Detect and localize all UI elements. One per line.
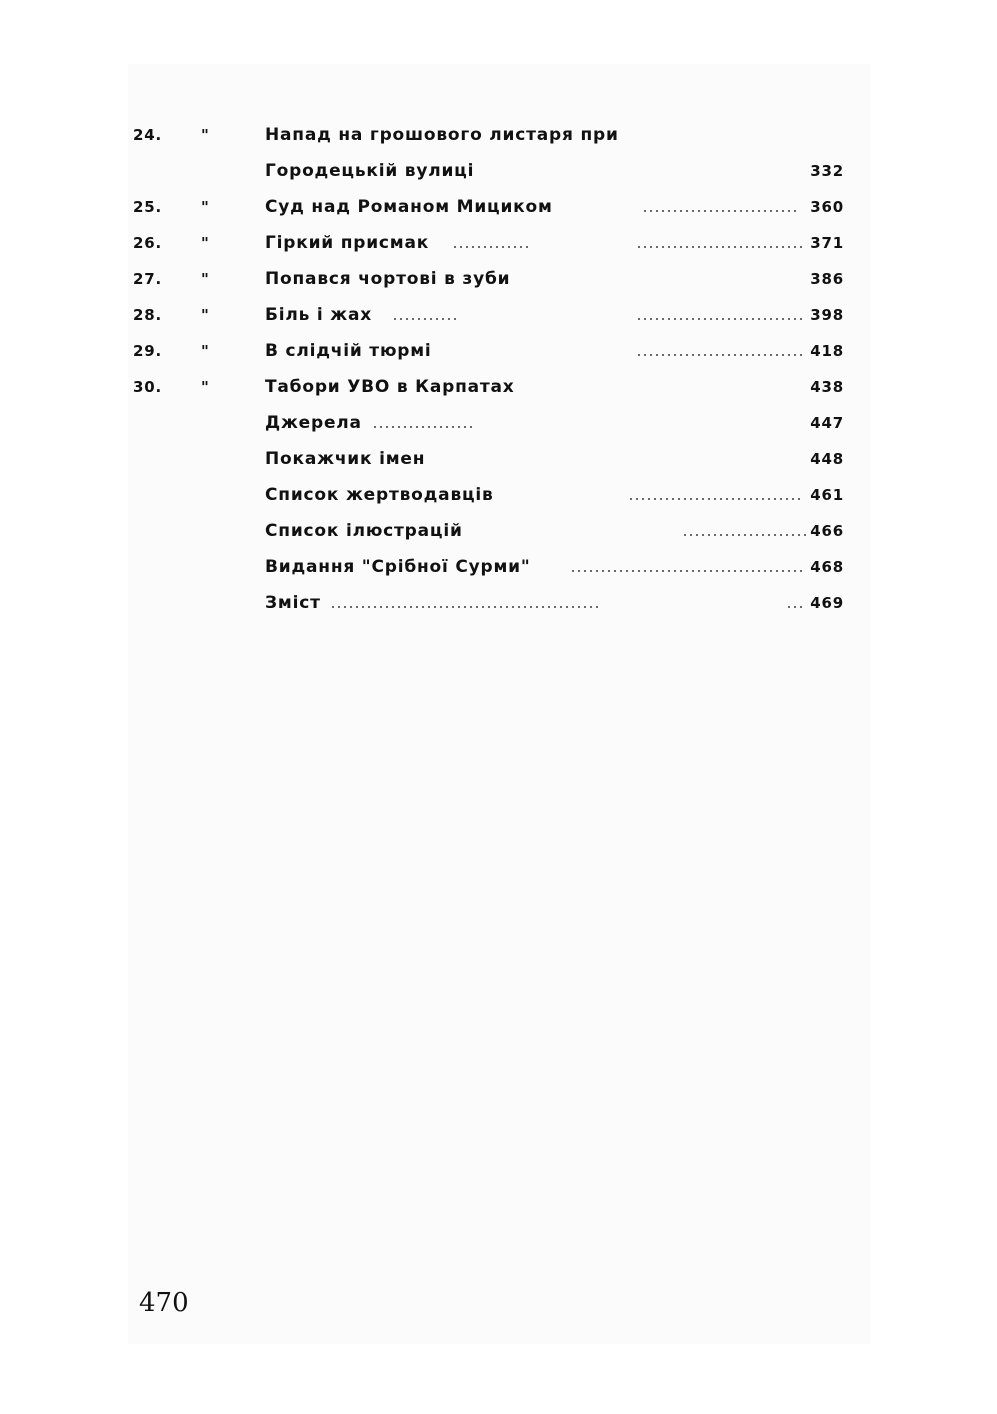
entry-number: 30. — [133, 378, 162, 396]
ditto-mark: " — [201, 198, 210, 216]
entry-page: 371 — [810, 234, 844, 252]
entry-page: 386 — [810, 270, 844, 288]
toc-entry — [0, 408, 997, 438]
entry-title: В слідчій тюрмі — [265, 341, 432, 361]
entry-number: 29. — [133, 342, 162, 360]
entry-number: 27. — [133, 270, 162, 288]
toc-entry — [0, 444, 997, 474]
entry-title: Видання "Срібної Сурми" — [265, 557, 531, 577]
entry-page: 398 — [810, 306, 844, 324]
entry-page: 468 — [810, 558, 844, 576]
entry-number: 25. — [133, 198, 162, 216]
toc-entry — [0, 588, 997, 618]
dot-leader — [452, 246, 528, 248]
dot-leader — [392, 318, 456, 320]
page-number: 470 — [139, 1288, 189, 1318]
entry-title: Зміст — [265, 593, 321, 613]
entry-title: Джерела — [265, 413, 362, 433]
entry-page: 438 — [810, 378, 844, 396]
entry-page: 447 — [810, 414, 844, 432]
table-of-contents — [0, 0, 997, 640]
entry-page: 469 — [810, 594, 844, 612]
dot-leader — [682, 534, 806, 536]
ditto-mark: " — [201, 234, 210, 252]
dot-leader — [330, 606, 600, 608]
toc-entry — [0, 552, 997, 582]
entry-page: 448 — [810, 450, 844, 468]
ditto-mark: " — [201, 378, 210, 396]
dot-leader — [628, 498, 802, 500]
dot-leader — [372, 426, 476, 428]
entry-page: 332 — [810, 162, 844, 180]
entry-page: 360 — [810, 198, 844, 216]
ditto-mark: " — [201, 270, 210, 288]
toc-entry — [0, 156, 997, 186]
entry-title: Табори УВО в Карпатах — [265, 377, 515, 397]
ditto-mark: " — [201, 126, 210, 144]
entry-title: Список жертводавців — [265, 485, 494, 505]
ditto-mark: " — [201, 342, 210, 360]
toc-entry — [0, 264, 997, 294]
entry-title: Городецькій вулиці — [265, 161, 475, 181]
entry-title: Біль і жах — [265, 305, 373, 325]
entry-title: Суд над Романом Мициком — [265, 197, 553, 217]
entry-title: Покажчик імен — [265, 449, 426, 469]
entry-title: Список ілюстрацій — [265, 521, 463, 541]
ditto-mark: " — [201, 306, 210, 324]
entry-page: 418 — [810, 342, 844, 360]
entry-number: 26. — [133, 234, 162, 252]
toc-entry — [0, 336, 997, 366]
toc-entry — [0, 372, 997, 402]
toc-entry — [0, 516, 997, 546]
toc-entry — [0, 120, 997, 150]
dot-leader — [642, 210, 797, 212]
entry-title: Попався чортові в зуби — [265, 269, 511, 289]
toc-entry — [0, 228, 997, 258]
dot-leader — [636, 246, 802, 248]
entry-page: 466 — [810, 522, 844, 540]
entry-page: 461 — [810, 486, 844, 504]
toc-entry — [0, 480, 997, 510]
dot-leader — [570, 570, 806, 572]
entry-title: Гіркий присмак — [265, 233, 430, 253]
entry-number: 24. — [133, 126, 162, 144]
entry-title: Напад на грошового листаря при — [265, 125, 619, 145]
dot-leader — [636, 354, 802, 356]
toc-entry — [0, 192, 997, 222]
toc-entry — [0, 300, 997, 330]
dot-leader — [636, 318, 802, 320]
entry-number: 28. — [133, 306, 162, 324]
dot-leader — [786, 606, 806, 608]
